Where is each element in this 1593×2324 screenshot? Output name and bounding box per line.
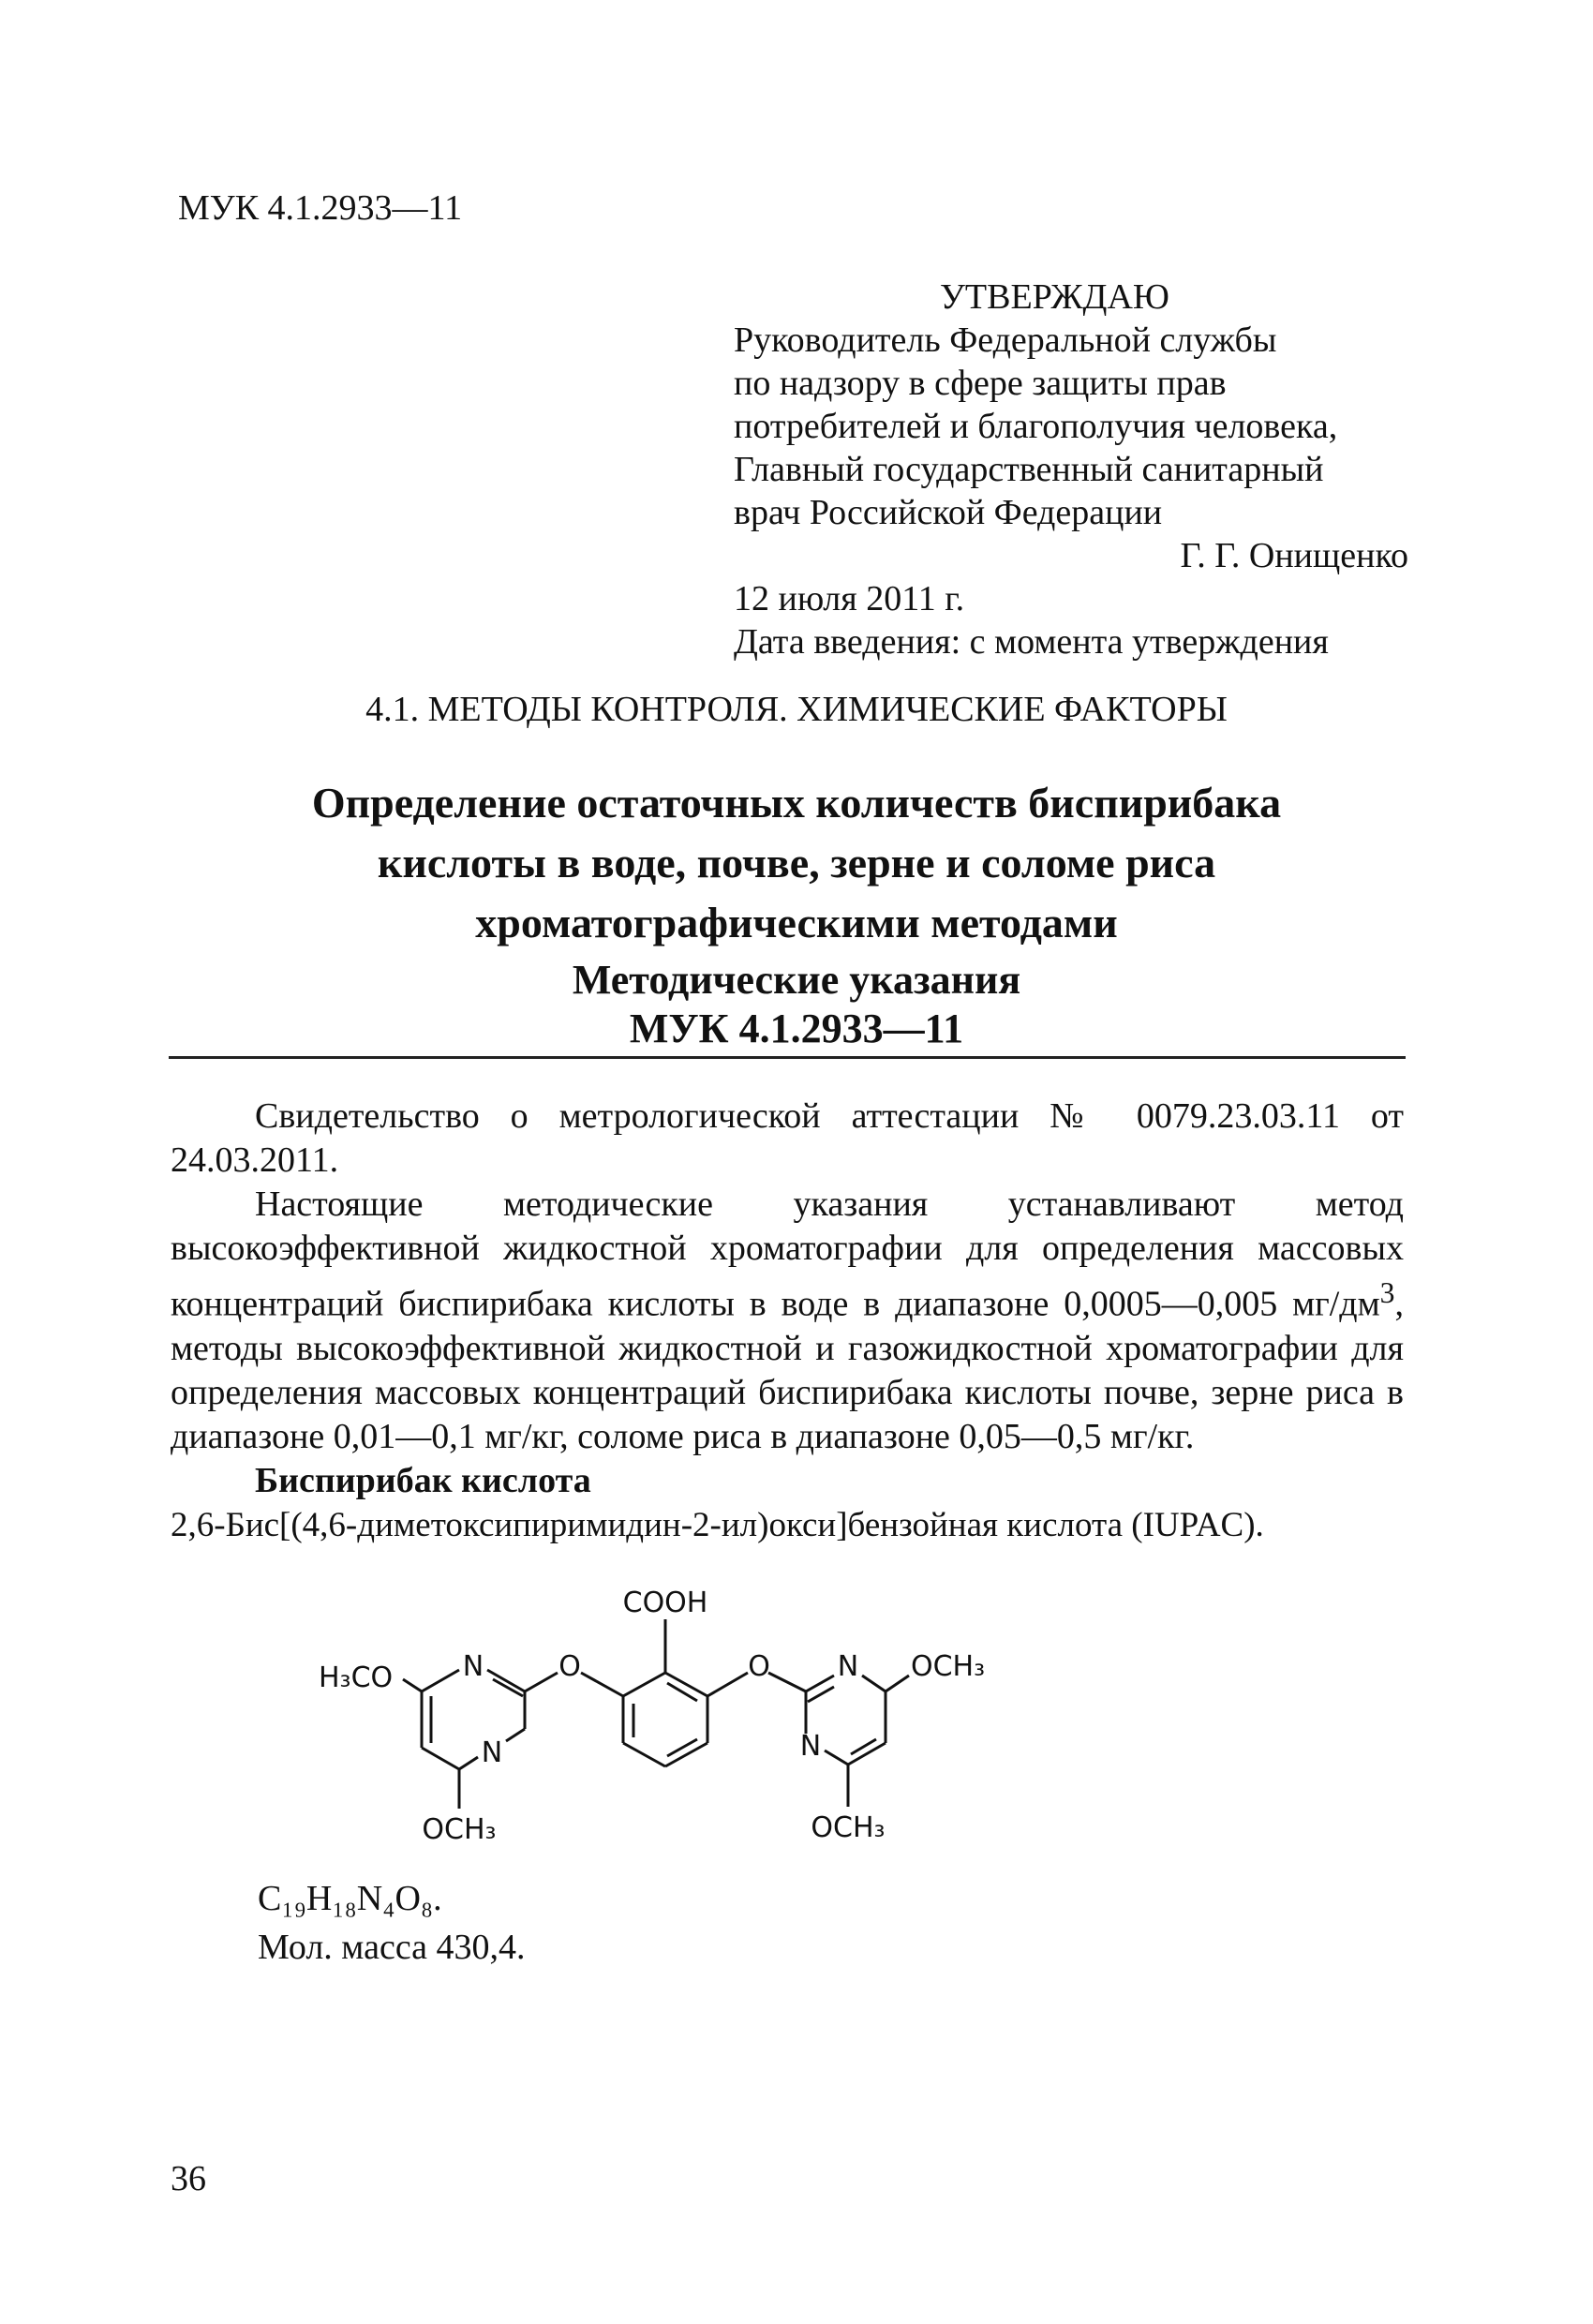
- atom-label: H₃CO: [319, 1661, 394, 1694]
- scope-text-part1: Настоящие методические указания устанавливают метод высокоэффективной жидкостной хроматографии для определения массовых концентраций биспирибака кислоты в воде в диапазоне 0,0005—0,005 мг/дм: [171, 1184, 1404, 1324]
- formula-block: [258, 1874, 526, 1972]
- scope-paragraph: [171, 1183, 1404, 1459]
- section-heading: 4.1. МЕТОДЫ КОНТРОЛЯ. ХИМИЧЕСКИЕ ФАКТОРЫ: [365, 690, 1228, 729]
- scope-text-part2: , методы высокоэффективной жидкостной и газожидкостной хроматографии для определения массовых концентраций биспирибака кислоты почве, зерне риса в диапазоне 0,01—0,1 мг/кг, соломе риса в диапазоне 0,05—0,5 мг/кг.: [171, 1284, 1404, 1456]
- approval-block: [734, 276, 1408, 663]
- atom-label: OCH₃: [811, 1811, 886, 1844]
- approval-line: Руководитель Федеральной службы: [734, 320, 1277, 360]
- compound-name: Биспирибак кислота: [255, 1460, 591, 1500]
- title-line: кислоты в воде, почве, зерне и соломе риса: [377, 839, 1216, 886]
- approval-line: по надзору в сфере защиты прав: [734, 364, 1227, 403]
- atom-label: COOH: [622, 1587, 708, 1619]
- atom-label: N: [481, 1736, 503, 1769]
- signatory-name: Г. Г. Онищенко: [1180, 536, 1408, 575]
- atom-label: O: [558, 1650, 581, 1683]
- approval-line: потребителей и благополучия человека,: [734, 407, 1338, 446]
- effective-date: Дата введения: с момента утверждения: [734, 622, 1329, 662]
- atom-label: OCH₃: [911, 1650, 986, 1683]
- structural-formula: [300, 1565, 1106, 1874]
- molar-mass: Мол. масса 430,4.: [258, 1928, 526, 1967]
- body-text: [171, 1095, 1404, 1547]
- subtitle-line: Методические указания: [572, 957, 1021, 1003]
- divider: [169, 1056, 1406, 1059]
- atom-label: O: [748, 1650, 770, 1683]
- document-title: [0, 773, 1593, 953]
- certificate-paragraph: Свидетельство о метрологической аттестации № 0079.23.03.11 от 24.03.2011.: [171, 1096, 1404, 1180]
- document-subtitle: [0, 956, 1593, 1053]
- iupac-name: 2,6-Бис[(4,6-диметоксипиримидин-2-ил)окси]бензойная кислота (IUPAC).: [171, 1505, 1264, 1544]
- bond-lines: [403, 1619, 909, 1809]
- atom-label: N: [462, 1650, 484, 1683]
- title-line: Определение остаточных количеств биспирибака: [311, 779, 1282, 827]
- page-number: 36: [171, 2159, 206, 2198]
- superscript: 3: [1379, 1276, 1395, 1309]
- atom-label: N: [837, 1650, 859, 1683]
- approval-heading: УТВЕРЖДАЮ: [940, 277, 1169, 317]
- approval-line: Главный государственный санитарный: [734, 450, 1324, 489]
- atom-label: N: [799, 1730, 822, 1763]
- molecular-formula: C₁₉H₁₈N₄O₈.: [258, 1879, 442, 1918]
- document-code: МУК 4.1.2933—11: [178, 188, 463, 228]
- approval-line: врач Российской Федерации: [734, 493, 1163, 532]
- approval-date: 12 июля 2011 г.: [734, 579, 965, 618]
- title-line: хроматографическими методами: [475, 899, 1118, 946]
- atom-label: OCH₃: [422, 1813, 497, 1846]
- subtitle-line: МУК 4.1.2933—11: [629, 1006, 964, 1051]
